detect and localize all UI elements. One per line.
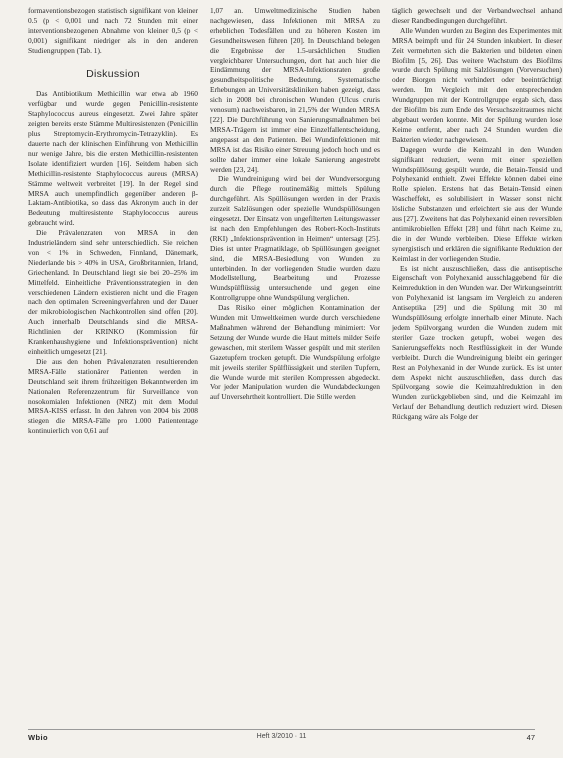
page-footer (28, 729, 535, 744)
section-heading-discussion: Diskussion (86, 67, 140, 80)
text-column-1 (28, 6, 198, 726)
results-paragraph: formaventionsbezogen statistisch signifikant von kleiner 0.5 (p < 0,001 und nach 72 Stunden mit einer interventionsbezogenen Abnahme von kleiner 0,5 (p < 0,001) signifikant niedriger als in den anderen Studiengruppen (Tab. 1). (28, 6, 198, 55)
publisher-logo: Wbio (28, 733, 48, 742)
body-paragraph: Die aus den hohen Prävalenzraten resultierenden MRSA-Fälle stationärer Patienten werden in Deutschland seit ihrem frühzeitigen Bekanntwerden im Nationalen Referenzzentrum für Surveillance von nosokomialen Infektionen (NRZ) mit dem Modul MRSA-KISS erfasst. In den Jahren von 2004 bis 2008 stiegen die MRSA-Fälle pro 1.000 Patiententage kontinuierlich von 0,61 auf (28, 356, 198, 436)
body-paragraph: Alle Wunden wurden zu Beginn des Experimentes mit MRSA beimpft und für 24 Stunden inkubiert. In dieser Zeit vermehrten sich die Bakterien und bildeten einen Biofilm [5, 26]. Das weitere Wachstum des Biofilms wurde durch Spülung mit Salzlösungen (Vorversuchen) oder Biorgen nicht verhindert oder beeinträchtigt werden. Im Vergleich mit den entsprechenden Wundgruppen mit der Kontrollgruppe ergab sich, dass der Biofilm bis zum Ende des Versuchszeitraumes nicht abgebaut werden konnte. Mit der Spülung wurden lose Keime entfernt, aber nach 24 Stunden wurden die Bakterien wieder nachgewiesen. (392, 25, 562, 144)
body-paragraph: Es ist nicht auszuschließen, dass die antiseptische Eigenschaft von Polyhexanid ausschlaggebend für die Keimreduktion in den Wunden war. Der Wirkungseintritt von Polyhexanid ist langsam im Vergleich zu anderen Antiseptika [29] und die Spülung mit 30 ml Wundspüllösung erfolgte innerhalb einer Minute. Nach jedem Spülvorgang wurden die Wunden zudem mit steriler Gaze trocken getupft, wobei wegen des Sanierungseffekts noch Restflüssigkeit in der Wunde verbleibt. Durch die Wundreinigung bleibt ein geringer Rest an Polyhexanid in der Wunde zurück. Es ist unter dem Aspekt nicht auszuschließen, dass durch das Spülvorgang sowie die Keimzahlreduktion in den Wunden zurückgeblieben sind, und die Keimzahl im Verlauf der Behandlung deutlich reduziert wird. Diesen Rückgang wäre als Folge der (392, 263, 562, 422)
body-paragraph: Das Antibiotikum Methicillin war etwa ab 1960 verfügbar und wurde gegen Penicillin-resistente Staphylococcus aureus eingesetzt. Zwei Jahre später zeigten bereits erste Stämme Multiresistenzen (Penicillin plus Streptomycin-Erythromycin-Tetrazyklin). Es dauerte nach der klinischen Einführung von Methicillin nur wenige Jahre, bis die ersten Methicillin-resistenten Isolate identifiziert wurden [16]. Seitdem haben sich Methicillin-resistente Staphylococcus aureus (MRSA) Stämme weltweit verbreitet [19]. In der Regel sind MRSA auch unempfindlich gegenüber anderen β-Laktam-Antibiotika, so dass das Akronym auch in der Bedeutung multiresistente Staphylococcus aureus gebraucht wird. (28, 89, 198, 228)
body-paragraph: Das Risiko einer möglichen Kontamination der Wunden mit Umweltkeimen wurde durch verschiedene Maßnahmen während der Behandlung minimiert: Vor Setzung der Wunde wurde die Haut mittels milder Seife gewaschen, mit sterilem Wasser gespült und mit sterilen Gazetupfern trocken getupft. Die Wundspülung erfolgte mit jeweils steriler Spülflüssigkeit und sterilen Tupfern, die Wunde wurde mit sterilen Kompressen abgedeckt. Vor jeder Manipulation wurden die Wundabdeckungen auf Unversehrtheit kontrolliert. Die Stille werden (210, 303, 380, 402)
text-column-2 (210, 6, 380, 726)
text-column-3 (392, 6, 562, 726)
journal-issue: Heft 3/2010 · 11 (256, 733, 307, 740)
body-paragraph: Dagegen wurde die Keimzahl in den Wunden signifikant reduziert, wenn mit einer speziellen Wundspüllösung gespült wurde, die Betain-Tensid und Polyhexanid enthielt. Zwei Effekte können dabei eine Rolle spielen. Erstens hat das Betain-Tensid einen Wascheffekt, es solubilisiert in Wasser sonst nicht lösliche Substanzen und erleichtert sie aus der Wunde aus [27]. Zweitens hat das Polyhexanid einen reversiblen antimikrobiellen Effekt [28] und führt nach Keime zu, die in der Wunde verbleiben. Diese Effekte wirken synergistisch und erklären die signifikante Reduktion der Keimlast in der vorliegenden Studie. (392, 144, 562, 263)
body-paragraph: Die Wundreinigung wird bei der Wundversorgung durch die Pflege routinemäßig mittels Spülung durchgeführt. Als Spüllösungen werden in der Praxis zurzeit Salzlösungen oder spezielle Wundspüllösungen eingesetzt. Der Einsatz von ungefilterten Leitungswasser ist nach den Empfehlungen des Robert-Koch-Instituts (RKI) „Infektionsprävention in Heimen“ untersagt [25]. Dies ist unter Pragmatiklage, ob Spüllösungen geeignet sind, die MRSA-Besiedlung von Wunden zu unterbinden. In der vorliegenden Studie wurden dazu Modellstellung, Bearbeitung und Prozesse Wundspülflüssig untersuchende und gegen eine Kontrollgruppe ohne Wundspülung verglichen. (210, 174, 380, 303)
page-number: 47 (526, 733, 535, 742)
body-paragraph: 1,07 an. Umweltmedizinische Studien haben nachgewiesen, dass Infektionen mit MRSA zu erheblichen Todesfällen und zu höheren Kosten im Gesundheitswesen führen [20]. In Deutschland belegen die Ergebnisse der 1.5-ursächlichen Studien vergleichbarer Untersuchungen, dort hat auch hier die Eindämmung der MRSA-Infektionsraten große gesundheitspolitische Bedeutung. Systematische Erhebungen an Universitätskliniken haben gezeigt, dass sich in 2008 bei chronischen Wunden (Ulcus cruris venosum) nachweisbaren, in 21,5% der Wunden MRSA [22]. Die Durchführung von Sanierungsmaßnahmen bei MRSA-Trägern ist immer eine Einzelfallentscheidung, angepasst an den Patienten. Bei Wundinfektionen mit MRSA ist das Risiko einer Streuung jedoch hoch und es sollte daher immer eine lokale Sanierung angestrebt werden [23, 24]. (210, 6, 380, 174)
body-paragraph: täglich gewechselt und der Verbandwechsel anhand dieser Randbedingungen durchgeführt. (392, 6, 562, 25)
body-paragraph: Die Prävalenzraten von MRSA in den Industrieländern sind sehr unterschiedlich. Sie reichen von < 1% in Schweden, Finnland, Dänemark, Niederlande bis > 40% in USA, Großbritannien, Irland, Griechenland. In Deutschland liegt sie bei 20–25% im Mittelfeld. Einheitliche Präventionsstrategien in den verschiedenen Ländern existieren nicht und die Fragen nach den optimalen Screeningverfahren und der Dauer der mikrobiologischen Nachkontrollen sind offen [20]. Auch innerhalb Deutschlands sind die MRSA-Richtlinien der KRINKO (Kommission für Krankenhaushygiene und Infektionsprävention) nicht einheitlich umgesetzt [21]. (28, 228, 198, 356)
